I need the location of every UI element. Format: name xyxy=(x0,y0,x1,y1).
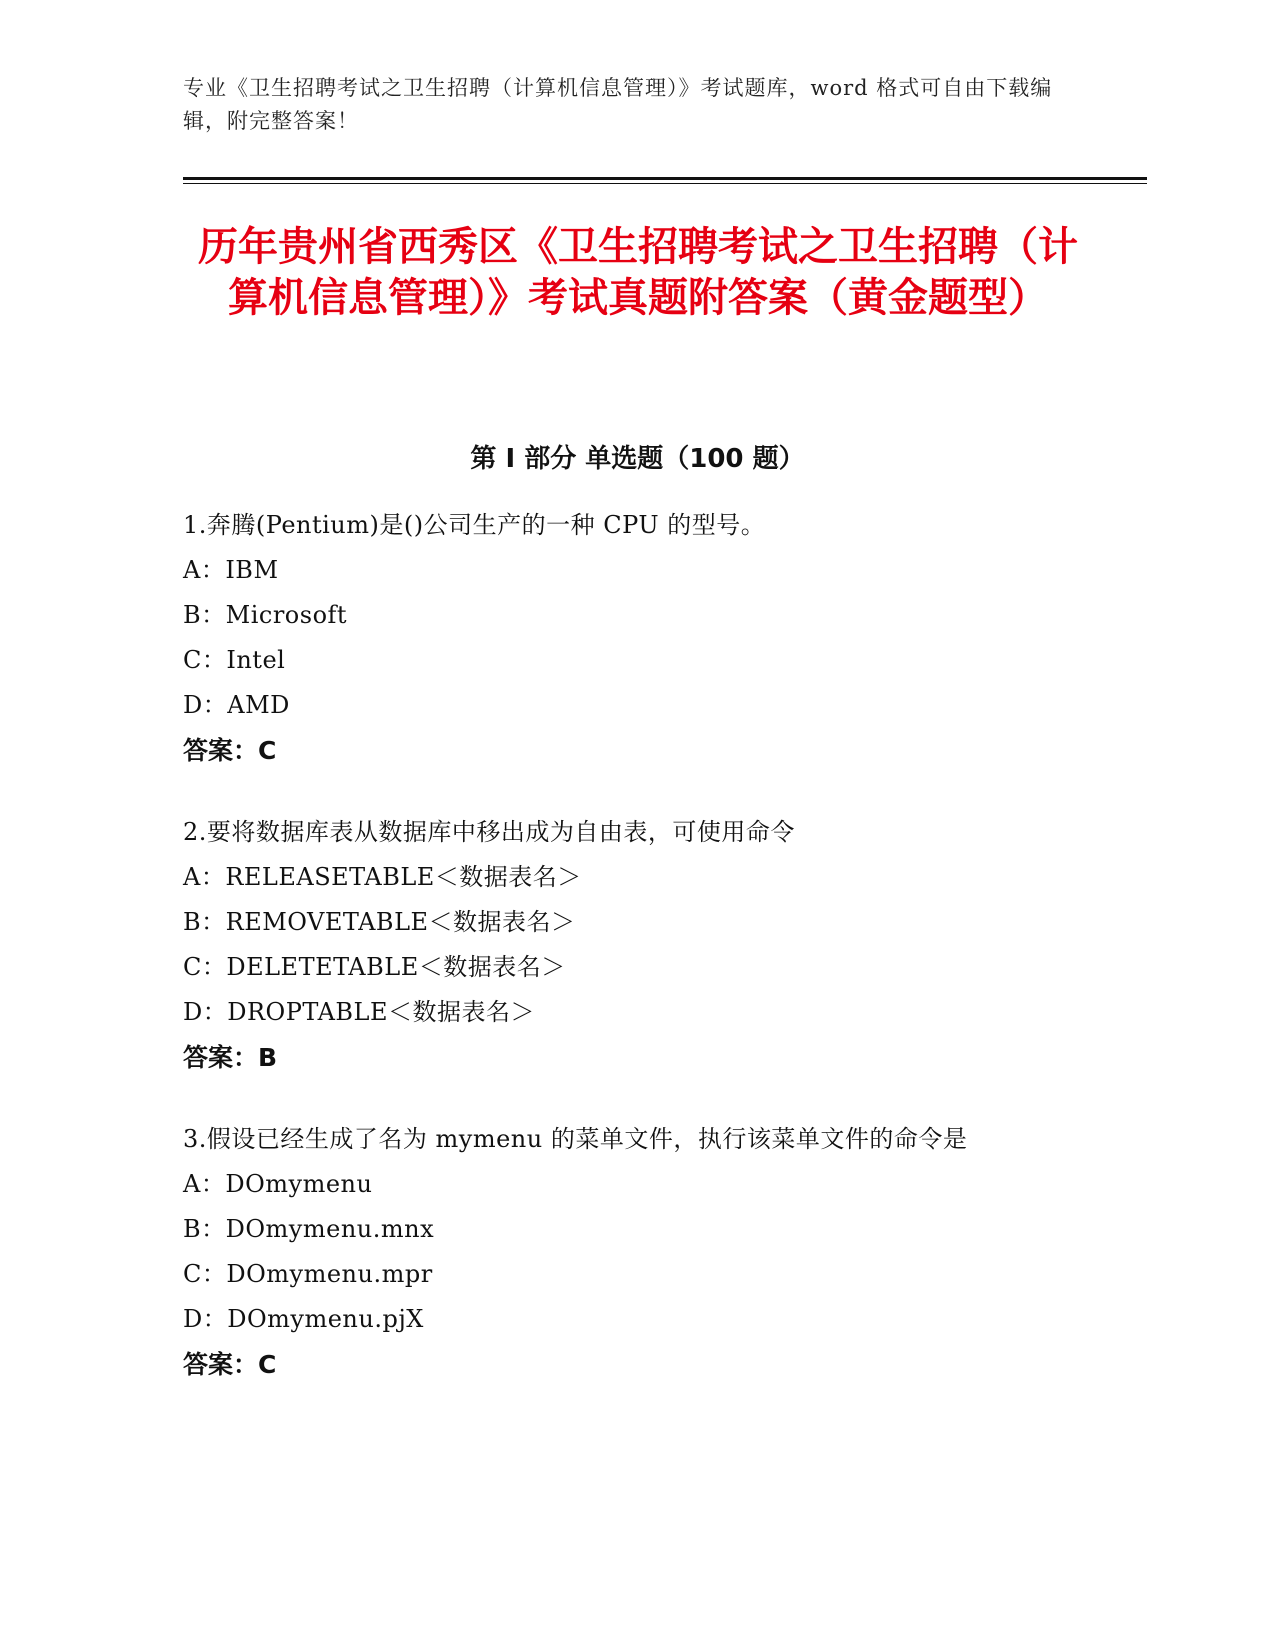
document-title: 历年贵州省西秀区《卫生招聘考试之卫生招聘（计算机信息管理）》考试真题附答案（黄金题型） xyxy=(198,224,1078,321)
header-divider-thin xyxy=(183,183,1147,184)
option-b: B：Microsoft xyxy=(183,601,348,629)
option-a: A：DOmymenu xyxy=(183,1170,373,1198)
section-title: 第 I 部分 单选题（100 题） xyxy=(470,444,805,474)
option-b: B：REMOVETABLE＜数据表名＞ xyxy=(183,908,576,936)
option-b: B：DOmymenu.mnx xyxy=(183,1215,435,1243)
question-stem: 2.要将数据库表从数据库中移出成为自由表，可使用命令 xyxy=(183,818,795,846)
header-note: 专业《卫生招聘考试之卫生招聘（计算机信息管理）》考试题库，word 格式可自由下载编辑，附完整答案！ xyxy=(183,76,1053,133)
option-a: A：RELEASETABLE＜数据表名＞ xyxy=(183,863,582,891)
option-c: C：Intel xyxy=(183,646,286,674)
option-c: C：DOmymenu.mpr xyxy=(183,1260,433,1288)
question-2 xyxy=(183,810,1133,1080)
answer-line: 答案：B xyxy=(183,1043,278,1072)
option-d: D：DROPTABLE＜数据表名＞ xyxy=(183,998,535,1026)
question-1 xyxy=(183,503,1133,773)
option-d: D：AMD xyxy=(183,691,290,719)
option-d: D：DOmymenu.pjX xyxy=(183,1305,424,1333)
header-divider-thick xyxy=(183,177,1147,180)
option-a: A：IBM xyxy=(183,556,279,584)
question-stem: 1.奔腾(Pentium)是()公司生产的一种 CPU 的型号。 xyxy=(183,511,766,539)
option-c: C：DELETETABLE＜数据表名＞ xyxy=(183,953,566,981)
answer-line: 答案：C xyxy=(183,736,277,765)
question-3 xyxy=(183,1117,1133,1387)
answer-line: 答案：C xyxy=(183,1350,277,1379)
question-stem: 3.假设已经生成了名为 mymenu 的菜单文件，执行该菜单文件的命令是 xyxy=(183,1125,968,1153)
